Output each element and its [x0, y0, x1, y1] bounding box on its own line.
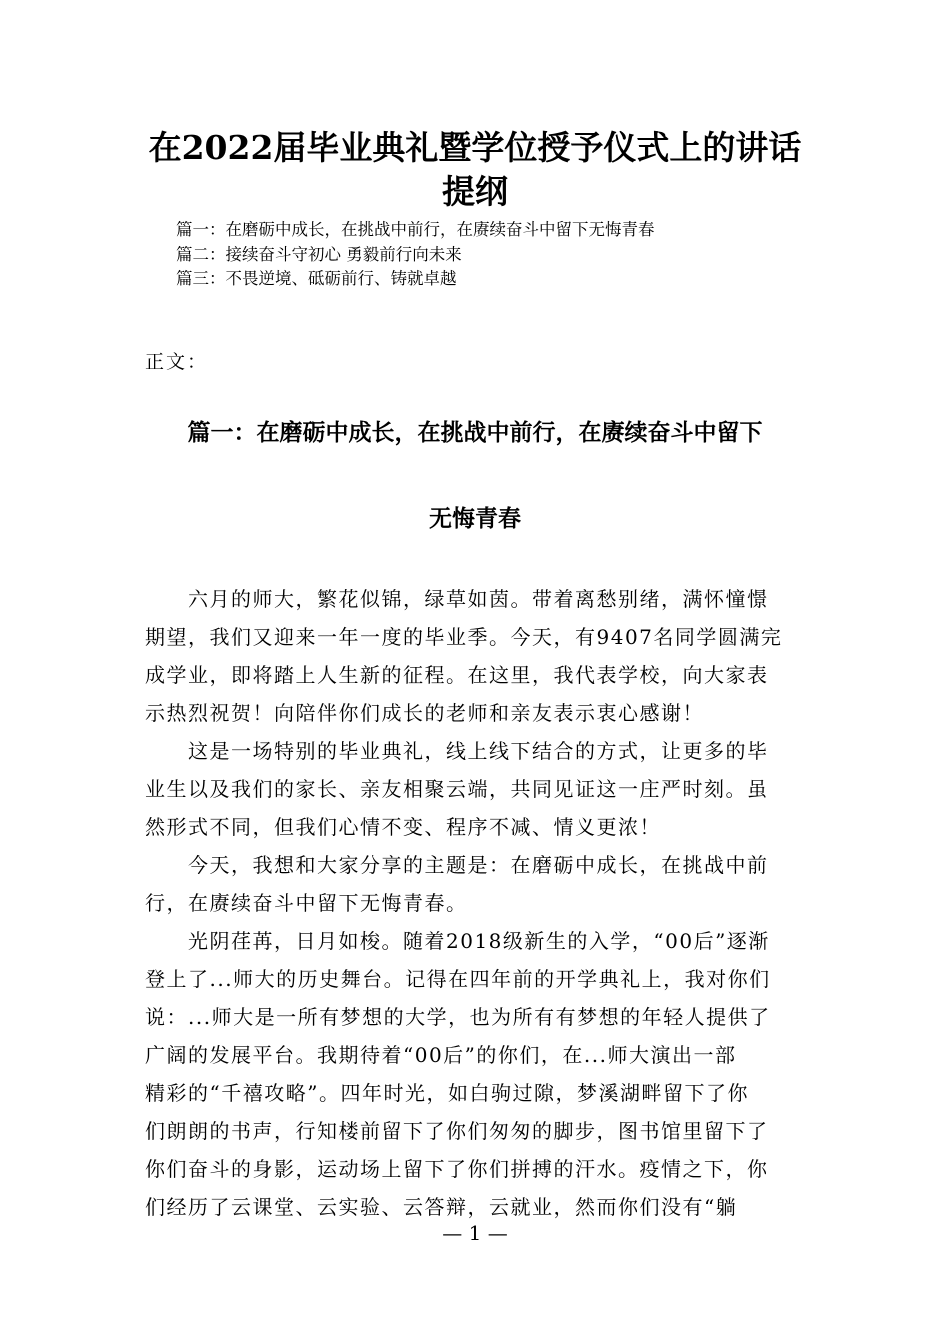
text-line: 然形式不同，但我们心情不变、程序不减、情义更浓！ — [145, 815, 661, 839]
text-line: 们经历了云课堂、云实验、云答辩，云就业，然而你们没有“躺 — [145, 1195, 738, 1219]
body-text — [145, 580, 805, 1226]
document-title-line-2: 提纲 — [442, 172, 508, 211]
text-line: 精彩的“千禧攻略”。四年时光，如白驹过隙，梦溪湖畔留下了你 — [145, 1081, 749, 1105]
page-number: — 1 — — [442, 1221, 508, 1245]
text-line: 说：...师大是一所有梦想的大学，也为所有有梦想的年轻人提供了 — [145, 1005, 771, 1029]
text-line: 你们奋斗的身影，运动场上留下了你们拼搏的汗水。疫情之下，你 — [145, 1157, 769, 1181]
text-line: 登上了...师大的历史舞台。记得在四年前的开学典礼上，我对你们 — [145, 967, 771, 991]
text-line: 业生以及我们的家长、亲友相聚云端，共同见证这一庄严时刻。虽 — [145, 777, 769, 801]
text-line: 行，在赓续奋斗中留下无悔青春。 — [145, 891, 468, 915]
text-line: 六月的师大，繁花似锦，绿草如茵。带着离愁别绪，满怀憧憬 — [145, 587, 769, 611]
body-label: 正文： — [145, 351, 209, 373]
text-line: 今天，我想和大家分享的主题是：在磨砺中成长，在挑战中前 — [145, 853, 769, 877]
table-of-contents — [176, 218, 816, 292]
text-line: 光阴荏苒，日月如梭。随着2018级新生的入学，“00后”逐渐 — [145, 929, 770, 953]
text-line: 示热烈祝贺！向陪伴你们成长的老师和亲友表示衷心感谢！ — [145, 701, 704, 725]
text-line: 期望，我们又迎来一年一度的毕业季。今天，有9407名同学圆满完 — [145, 625, 783, 649]
toc-item: 篇一：在磨砺中成长，在挑战中前行，在赓续奋斗中留下无悔青春 — [176, 220, 655, 239]
section-heading-line-1: 篇一：在磨砺中成长，在挑战中前行，在赓续奋斗中留下 — [187, 419, 763, 446]
text-line: 这是一场特别的毕业典礼，线上线下结合的方式，让更多的毕 — [145, 739, 769, 763]
section-heading-line-2: 无悔青春 — [429, 505, 521, 532]
text-line: 成学业，即将踏上人生新的征程。在这里，我代表学校，向大家表 — [145, 663, 769, 687]
toc-item: 篇三：不畏逆境、砥砺前行、铸就卓越 — [176, 269, 457, 288]
document-title-line-1: 在2022届毕业典礼暨学位授予仪式上的讲话 — [148, 128, 802, 167]
text-line: 们朗朗的书声，行知楼前留下了你们匆匆的脚步，图书馆里留下了 — [145, 1119, 769, 1143]
toc-item: 篇二：接续奋斗守初心 勇毅前行向未来 — [176, 244, 462, 264]
text-line: 广阔的发展平台。我期待着“00后”的你们，在...师大演出一部 — [145, 1043, 737, 1067]
